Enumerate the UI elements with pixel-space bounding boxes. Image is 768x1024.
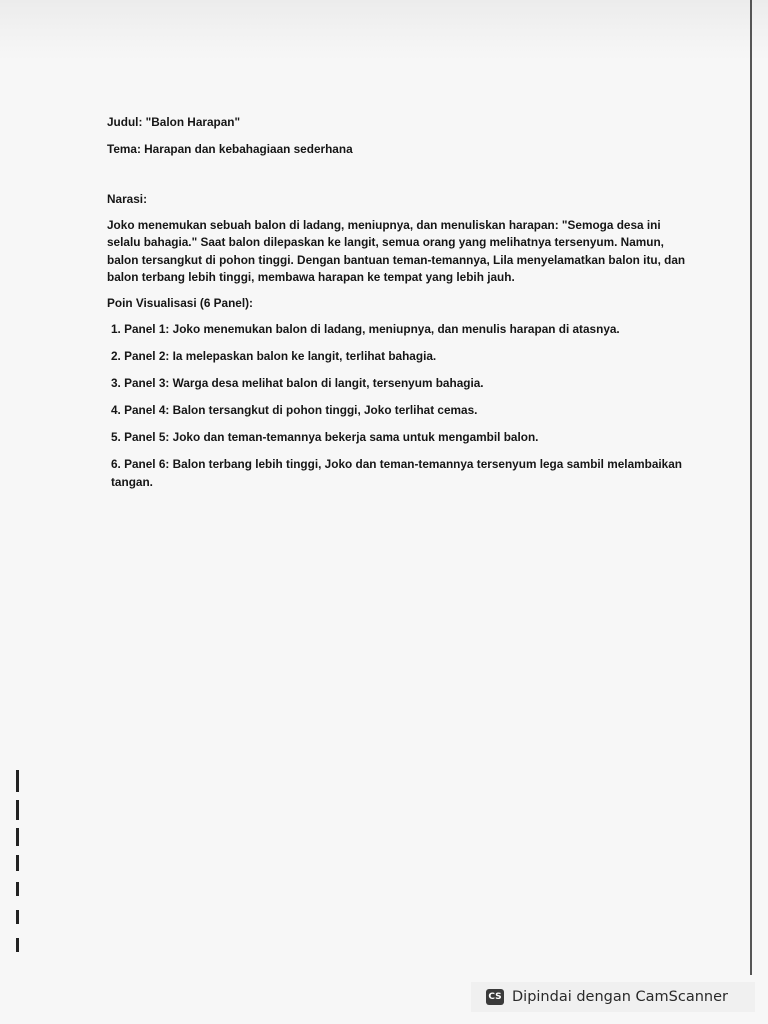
punch-mark	[16, 855, 19, 871]
document-body	[107, 114, 687, 501]
document-title: Judul: "Balon Harapan"	[107, 115, 241, 129]
narasi-heading: Narasi:	[107, 192, 147, 206]
poin-heading: Poin Visualisasi (6 Panel):	[107, 295, 253, 310]
punch-mark	[16, 770, 19, 792]
watermark-text: Dipindai dengan CamScanner	[512, 989, 729, 1005]
panel-item: 1. Panel 1: Joko menemukan balon di ladang, meniupnya, dan menulis harapan di atasnya.	[111, 322, 620, 336]
scan-edge	[750, 0, 752, 975]
punch-mark	[16, 938, 19, 952]
camscanner-icon: CS	[486, 989, 504, 1005]
punch-mark	[16, 882, 19, 896]
panel-item: 5. Panel 5: Joko dan teman-temannya bekerja sama untuk mengambil balon.	[111, 430, 539, 445]
panel-item: 6. Panel 6: Balon terbang lebih tinggi, Joko dan teman-temannya tersenyum lega sambil melambaikan tangan.	[111, 457, 682, 489]
panel-list	[107, 321, 687, 491]
camscanner-watermark	[471, 982, 755, 1012]
punch-mark	[16, 800, 19, 820]
panel-item: 4. Panel 4: Balon tersangkut di pohon tinggi, Joko terlihat cemas.	[111, 403, 478, 418]
panel-item: 2. Panel 2: Ia melepaskan balon ke langit, terlihat bahagia.	[111, 349, 437, 364]
punch-mark	[16, 910, 19, 924]
panel-item: 3. Panel 3: Warga desa melihat balon di langit, tersenyum bahagia.	[111, 376, 484, 391]
punch-mark	[16, 828, 19, 846]
document-theme: Tema: Harapan dan kebahagiaan sederhana	[107, 141, 353, 156]
narasi-paragraph: Joko menemukan sebuah balon di ladang, meniupnya, dan menuliskan harapan: "Semoga desa ini selalu bahagia." Saat balon dilepaskan ke langit, semua orang yang melihatnya tersenyum. Namun, balon tersangkut di pohon tinggi. Dengan bantuan teman-temannya, Lila menyelamatkan balon itu, dan balon terbang lebih tinggi, membawa harapan ke tempat yang lebih jauh.	[107, 217, 686, 284]
scan-shadow	[0, 0, 768, 60]
